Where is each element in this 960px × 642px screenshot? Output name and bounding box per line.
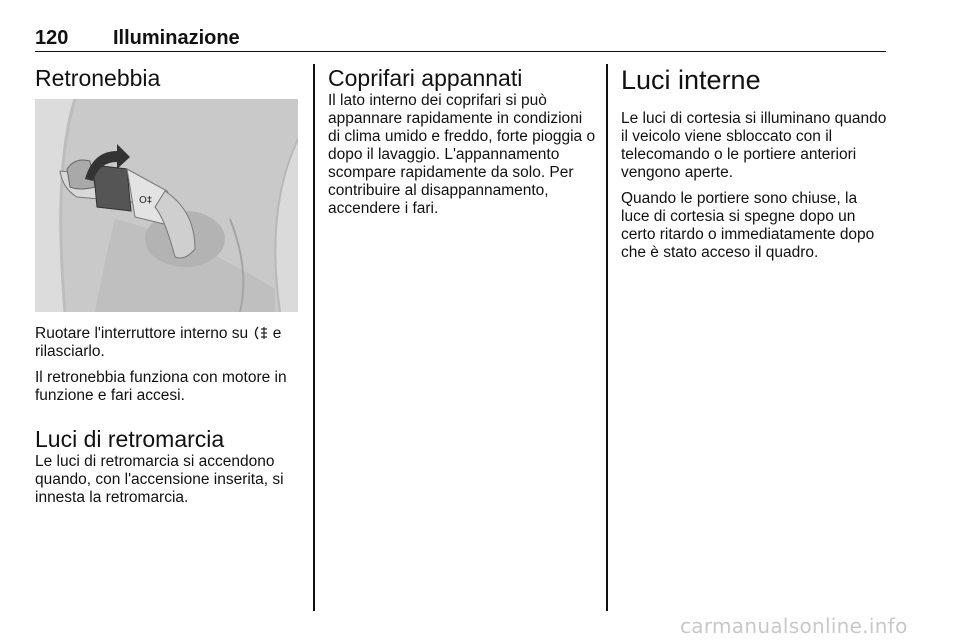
column-2 [328, 64, 596, 218]
page-number: 120 [35, 27, 69, 49]
fog-lamp-switch-illustration-icon [35, 99, 298, 312]
paragraph-retromarcia: Le luci di retromarcia si accendono quando, con l'accensione inserita, si innesta la retromarcia. [35, 453, 284, 506]
column-3 [621, 64, 889, 262]
paragraph-luci-cortesia-on: Le luci di cortesia si illuminano quando il veicolo viene sbloccato con il telecomando o le portiere anteriori vengono aperte. [621, 110, 887, 181]
section-title-retronebbia: Retronebbia [35, 65, 161, 91]
paragraph-coprifari: Il lato interno dei coprifari si può appannare rapidamente in condizioni di clima umido e freddo, forte pioggia o dopo il lavaggio. L'appannamento scompare rapidamente da solo. Per contribuire al disappannamento, accendere i fari. [328, 92, 596, 217]
section-title-retromarcia: Luci di retromarcia [35, 426, 225, 452]
paragraph-fog-instruction-post: e rilasciarlo. [35, 325, 282, 360]
rear-fog-symbol-icon [252, 326, 268, 340]
section-title-luci-interne: Luci interne [621, 65, 761, 95]
column-1 [35, 64, 300, 92]
paragraph-fog-condition: Il retronebbia funziona con motore in funzione e fari accesi. [35, 369, 287, 404]
section-title-coprifari: Coprifari appannati [328, 65, 523, 91]
paragraph-fog-instruction-pre: Ruotare l'interruttore interno su [35, 325, 253, 342]
svg-text:O‡: O‡ [139, 195, 152, 206]
chapter-title: Illuminazione [113, 27, 240, 49]
paragraph-fog-instruction [35, 325, 300, 361]
column-divider-1 [313, 64, 315, 611]
paragraph-luci-cortesia-off: Quando le portiere sono chiuse, la luce di cortesia si spegne dopo un certo ritardo o immediatamente dopo che è stato acceso il quadro. [621, 190, 875, 261]
page-header [35, 27, 886, 52]
watermark: carmanualsonline.info [680, 614, 908, 638]
column-1-body [35, 325, 300, 507]
column-divider-2 [606, 64, 608, 611]
